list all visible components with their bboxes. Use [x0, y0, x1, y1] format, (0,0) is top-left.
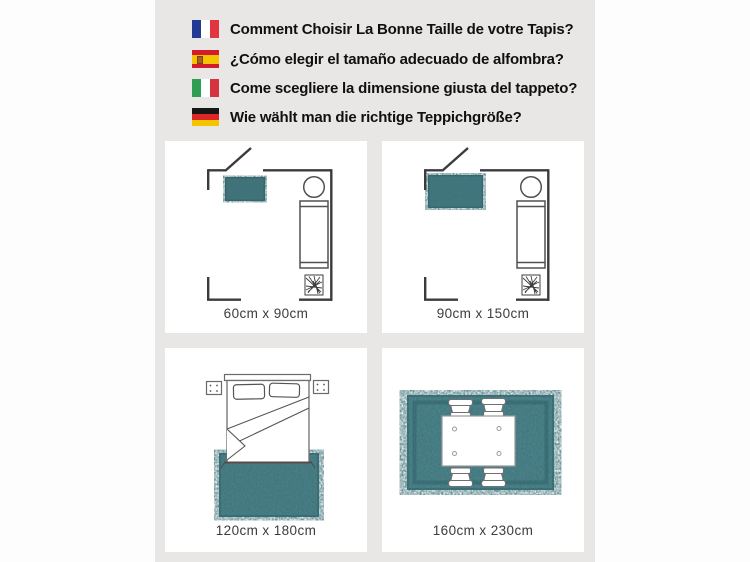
furniture	[300, 177, 328, 268]
rug-90x150	[428, 175, 483, 208]
france-flag-icon	[192, 20, 219, 38]
germany-flag-icon	[192, 108, 219, 126]
dining-table	[442, 416, 515, 466]
panel-160x230	[382, 348, 584, 552]
size-label-90x150: 90cm x 150cm	[436, 306, 530, 321]
chair-bottom-left	[449, 468, 473, 487]
bed-rug-120x180-illustration	[165, 348, 367, 552]
floorplan-60x90-illustration	[165, 141, 367, 333]
spain-flag-icon	[192, 50, 219, 68]
spain-coat-of-arms	[197, 56, 203, 64]
rug-size-guide-image	[155, 0, 595, 562]
side-table	[521, 177, 542, 198]
plant	[522, 275, 540, 295]
header-text-italian: Come scegliere la dimensione giusta del tappeto?	[230, 80, 578, 97]
panel-90x150	[382, 141, 584, 333]
furniture	[517, 177, 545, 268]
header-text-german: Wie wählt man die richtige Teppichgröße?	[230, 109, 522, 126]
panel-120x180	[165, 348, 367, 552]
headboard	[225, 375, 311, 381]
chair-top-right	[482, 399, 506, 418]
side-table	[304, 177, 325, 198]
dining-rug-160x230-illustration	[382, 348, 584, 552]
chair-bottom-right	[482, 468, 506, 487]
bed	[517, 201, 545, 268]
floorplan-90x150-illustration	[382, 141, 584, 333]
plant	[305, 275, 323, 295]
size-label-160x230: 160cm x 230cm	[432, 523, 534, 538]
rug-60x90	[225, 177, 265, 201]
size-label-120x180: 120cm x 180cm	[215, 523, 317, 538]
chair-top-left	[449, 400, 473, 419]
header-text-french: Comment Choisir La Bonne Taille de votre Tapis?	[230, 21, 574, 38]
bed	[300, 201, 328, 268]
panel-60x90	[165, 141, 367, 333]
header-text-spanish: ¿Cómo elegir el tamaño adecuado de alfombra?	[230, 51, 564, 68]
size-label-60x90: 60cm x 90cm	[223, 306, 309, 321]
italy-flag-icon	[192, 79, 219, 97]
